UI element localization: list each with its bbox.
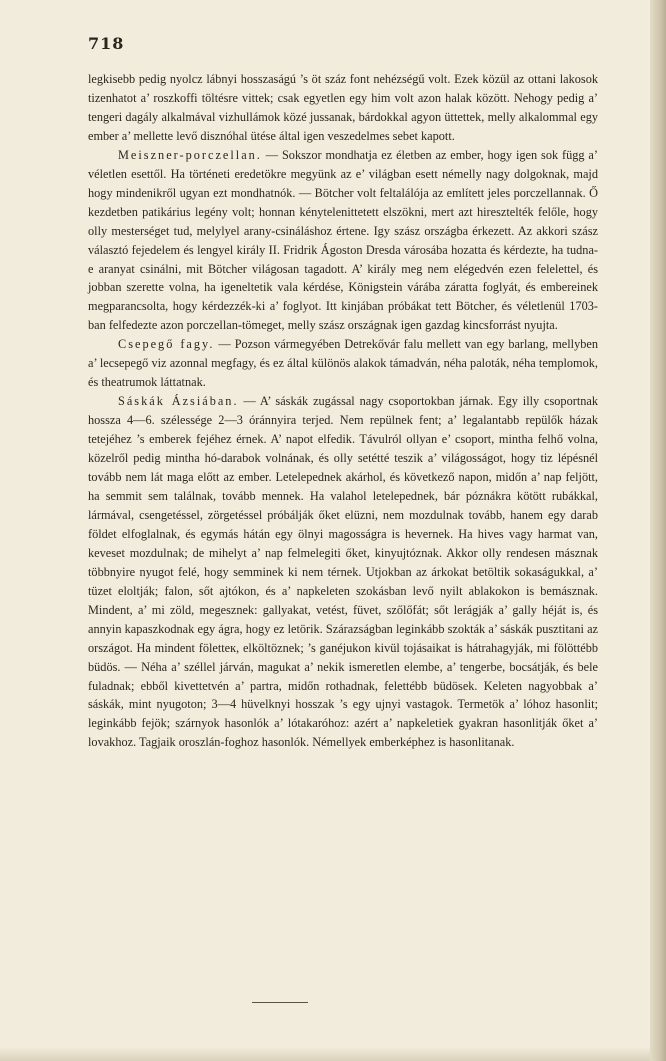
end-rule	[252, 1002, 308, 1003]
section-body-locusts: — A’ sáskák zugással nagy csoportokban járnak. Egy illy csoportnak hossza 4—6. szélessége 2—3 óránnyira terjed. Nem repülnek fent; a’ legalantabb repülők házak tetejéhez ’s emberek fejéhez érnek. A’ napot elfedik. Távulról ollyan e’ csoport, mintha felhő volna, közelről pedig mintha hó-darabok volnának, és olly setétté teszik a’ világosságot, hogy tiz lépésnél tovább nem lát maga előtt az ember. Letelepednek akárhol, és következő napon, midőn a’ nap feljött, ha semmit sem találnak, tovább mennek. Ha valahol letelepednek, bár póznákra kötött rubákkal, lármával, csengetéssel, zörgetéssel próbálják őket elüzni, nem mozdulnak tovább, hanem egy darab földet elfoglalnak, és egymás hátán egy ölnyi magosságra is hevernek. Ha hives vagy harmat van, keveset mozdulnak; de mihelyt a’ nap felmelegiti őket, kinyujtóznak. Akkor olly rendesen másznak többnyire nyugot felé, hogy semminek ki nem térnek. Utjokban az árkokat betöltik sokaságukkal, a’ tüzet eloltják; falon, sőt ajtókon, és a’ napkeleten szokásban levő nyilt ablakokon is bemásznak. Mindent, a’ mi zöld, megesznek: gallyakat, vetést, füvet, szőlőfát; sőt lerágják a’ gally héját is, és annyin kapaszkodnak egy ágra, hogy ez letörik. Szárazságban leginkább szokták a’ sáskák pusztitani az országot. Ha mindent föletteк, elköltöznek; ’s ganéjukon kivül tojásaikat is hátrahagyják, mi fölöttébb büdös. — Néha a’ széllel járván, magukat a’ nekik ismeretlen elembe, a’ tengerbe, bocsátják, és bele fuladnak; ebből kivettetvén a’ partra, midőn rothadnak, felettébb büdösek. Keleten nagyobbak a’ sáskák, mint nyugoton; 3—4 hüvelknyi hosszak ’s egy ujnyi vastagok. Termetök a’ lóhoz hasonlit; leginkább fejök; szárnyok hasonlók a’ lótakaróhoz: azért a’ napkeletiek gyakran hasonlitják őket a’ lovakhoz. Tagjaik oroszlán-foghoz hasonlók. Némellyek emberképhez is hasonlitanak.	[88, 394, 598, 750]
page-text	[88, 70, 598, 752]
page-spine-edge	[650, 0, 666, 1061]
paragraph-dripping-frost	[88, 335, 598, 392]
section-heading-frost: Csepegő fagy.	[118, 337, 215, 352]
section-heading-locusts: Sáskák Ázsiában.	[118, 394, 239, 409]
page-bottom-edge	[0, 1047, 666, 1061]
section-body-porcelain: — Sokszor mondhatja ez életben az ember, hogy igen sok függ a’ véletlen esettől. Ha történeti eredetökre megyünk az e’ világban esett némelly nagy dolgoknak, majd hogy mindenikről ugyan ezt mondhatnók. — Bötcher volt feltalálója az említett jeles porczellannak. Ő kezdetben patikárius legény volt; honnan kénytelenittetett elszökni, mert azt hiresztelték felőle, hogy olly mesterséget tud, melylyel arany-csináláshoz értene. Igy szász országba érkezett. Az akkori szász választó fejedelem és lengyel király II. Fridrik Ágoston Dresda városába hozatta és kérdezte, ha tudna-e aranyat csinálni, mit Bötcher világosan tagadott. A’ király meg nem elégedvén ezen felelettel, és jobban szerette volna, ha igeneltetik vala kérdése, Königstein várába záratta foglyát, és embereinek megparancsolta, hogy kérdezzék-ki a’ foglyot. Itt kinjában próbákat tett Bötcher, és véletlenül 1703-ban felfedezte azon porczellan-tömeget, melly szász országnak igen gazdag kincsforrást nyujta.	[88, 147, 598, 333]
page-number: 718	[88, 34, 125, 53]
paragraph-locusts	[88, 392, 598, 752]
paragraph-meissen-porcelain	[88, 146, 598, 336]
section-body-frost: — Pozson vármegyében Detrekővár falu mellett van egy barlang, mellyben a’ lecsepegő viz azonnal megfagy, és ez által különös alakok támadván, néha paloták, néha templomok, és theatrumok láttatnak.	[88, 337, 598, 390]
section-heading-porcelain: Meiszner-porczellan.	[118, 147, 262, 162]
paragraph-porpoise: legkisebb pedig nyolcz lábnyi hosszaságú ’s öt száz font nehézségű volt. Ezek közül az ottani lakosok tizenhatot a’ roszkoffi töltésre vittek; csak egyetlen egy him volt azon halak között. Nehogy pedig a’ tengeri dagály alkalmával vizhullámok közé jussanak, bárdokkal agyon üttettek, melly alkalommal egy ember a’ mellette levő disznóhal ütése által igen veszedelmes sebet kapott.	[88, 72, 598, 143]
